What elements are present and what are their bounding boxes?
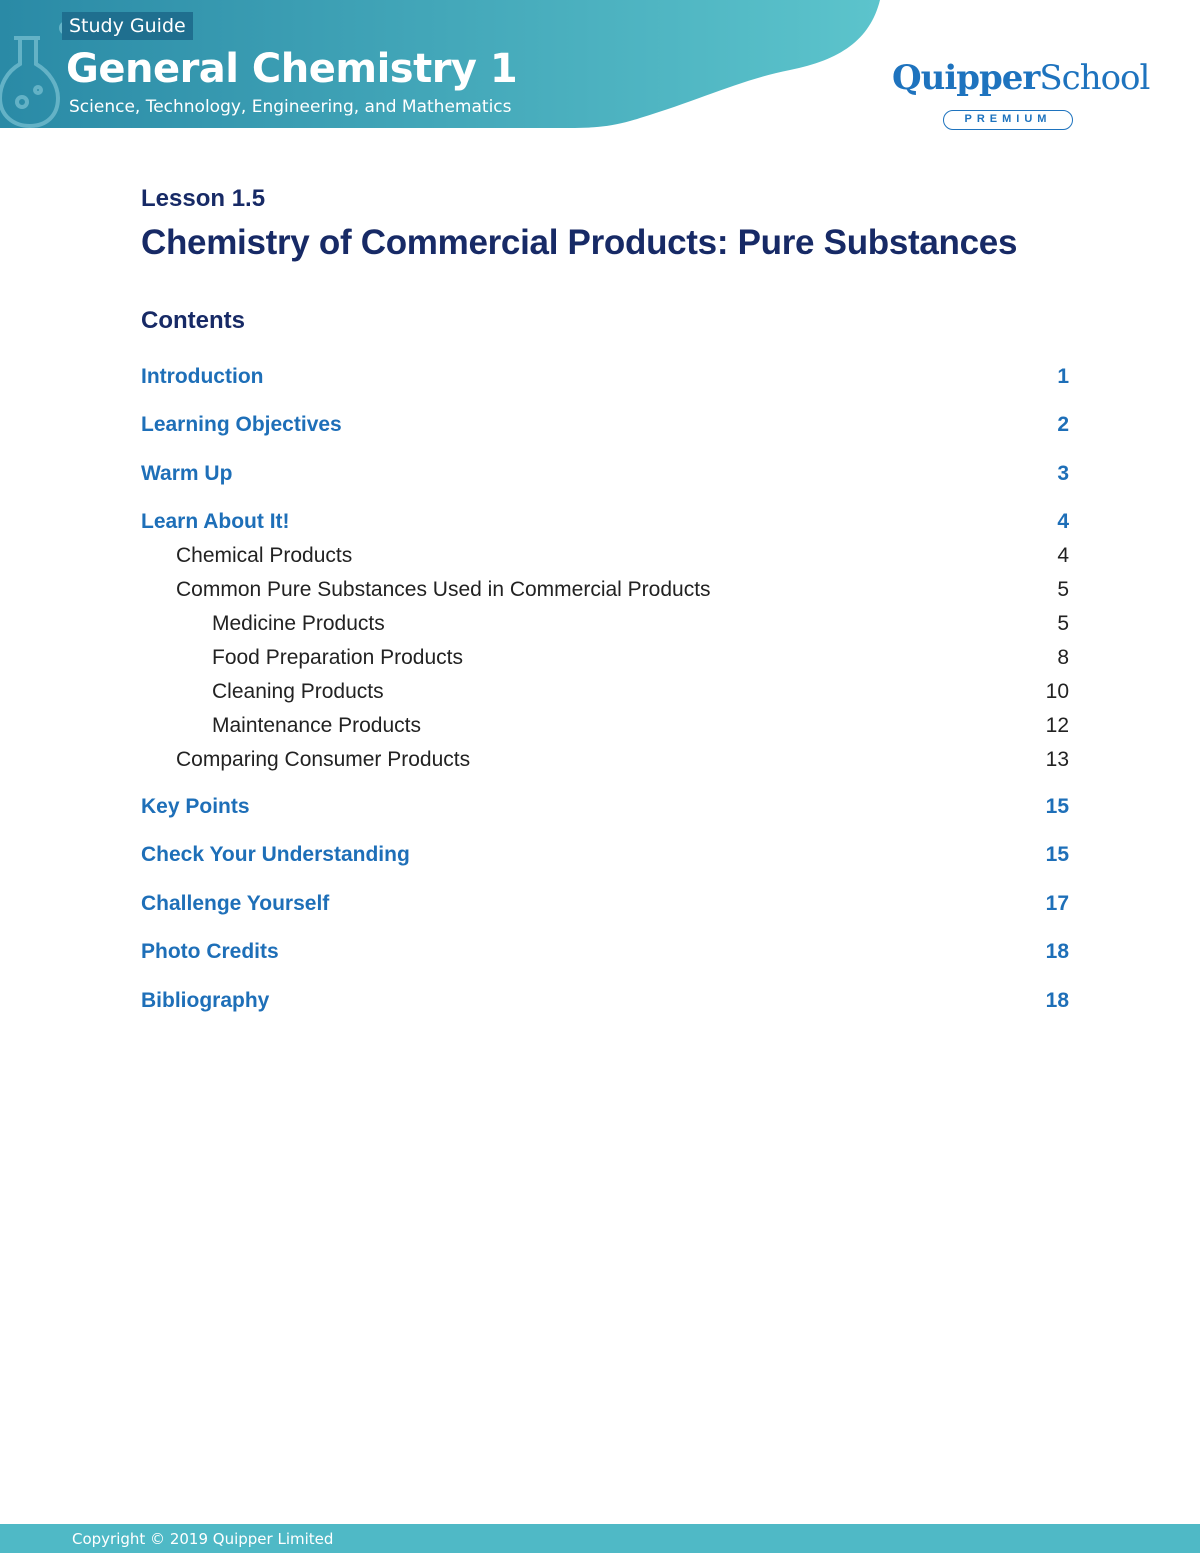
toc-item-page: 4 [1057,544,1069,567]
toc-item-page: 15 [1045,795,1069,818]
course-subtitle: Science, Technology, Engineering, and Mathematics [69,97,512,117]
toc-item-label: Medicine Products [212,612,385,635]
toc-item[interactable] [0,362,1200,392]
toc-item[interactable] [0,643,1200,673]
toc-item[interactable] [0,609,1200,639]
toc-item-page: 13 [1045,748,1069,771]
toc-item-label: Learning Objectives [141,413,342,436]
copyright-text: Copyright © 2019 Quipper Limited [72,1530,334,1548]
footer [0,1524,1200,1553]
toc-item-label: Comparing Consumer Products [176,748,471,771]
toc-item-label: Key Points [141,795,250,818]
toc-item-page: 15 [1045,843,1069,866]
toc-item[interactable] [0,711,1200,741]
toc-item[interactable] [0,410,1200,440]
toc-item[interactable] [0,575,1200,605]
toc-item-label: Food Preparation Products [212,646,463,669]
premium-badge: PREMIUM [943,110,1073,130]
toc-item-page: 12 [1045,714,1069,737]
toc-item-label: Bibliography [141,989,270,1012]
flask-icon [0,20,70,130]
toc-item-label: Check Your Understanding [141,843,410,866]
toc-item[interactable] [0,840,1200,870]
toc-item-label: Cleaning Products [212,680,384,703]
toc-item-page: 18 [1045,940,1069,963]
toc-item-page: 17 [1045,892,1069,915]
toc-item[interactable] [0,937,1200,967]
logo-brand-bold: Quipper [892,58,1040,98]
toc-item-label: Learn About It! [141,510,290,533]
toc-item-page: 5 [1057,578,1069,601]
toc-item-label: Warm Up [141,462,233,485]
toc-item-label: Introduction [141,365,264,388]
toc-item-page: 5 [1057,612,1069,635]
logo-brand-regular: School [1039,58,1150,98]
toc-item[interactable] [0,541,1200,571]
toc-item-page: 10 [1045,680,1069,703]
lesson-number: Lesson 1.5 [141,185,266,212]
study-guide-badge: Study Guide [62,12,193,40]
toc-item[interactable] [0,986,1200,1016]
toc-item-label: Chemical Products [176,544,353,567]
lesson-title: Chemistry of Commercial Products: Pure Substances [141,223,1018,262]
quipper-school-logo [892,58,1149,102]
toc-item[interactable] [0,889,1200,919]
toc-item[interactable] [0,507,1200,537]
toc-item-label: Photo Credits [141,940,279,963]
toc-item-page: 4 [1057,510,1069,533]
course-title: General Chemistry 1 [66,46,518,92]
toc-item[interactable] [0,745,1200,775]
toc-item-page: 2 [1057,413,1069,436]
toc-item-page: 18 [1045,989,1069,1012]
toc-item-label: Common Pure Substances Used in Commercial Products [176,578,711,601]
toc-item-page: 1 [1057,365,1069,388]
toc-item[interactable] [0,459,1200,489]
toc-item-page: 3 [1057,462,1069,485]
toc-item-page: 8 [1057,646,1069,669]
toc-item-label: Challenge Yourself [141,892,330,915]
toc-item-label: Maintenance Products [212,714,421,737]
toc-item[interactable] [0,677,1200,707]
contents-heading: Contents [141,307,245,334]
toc-item[interactable] [0,792,1200,822]
